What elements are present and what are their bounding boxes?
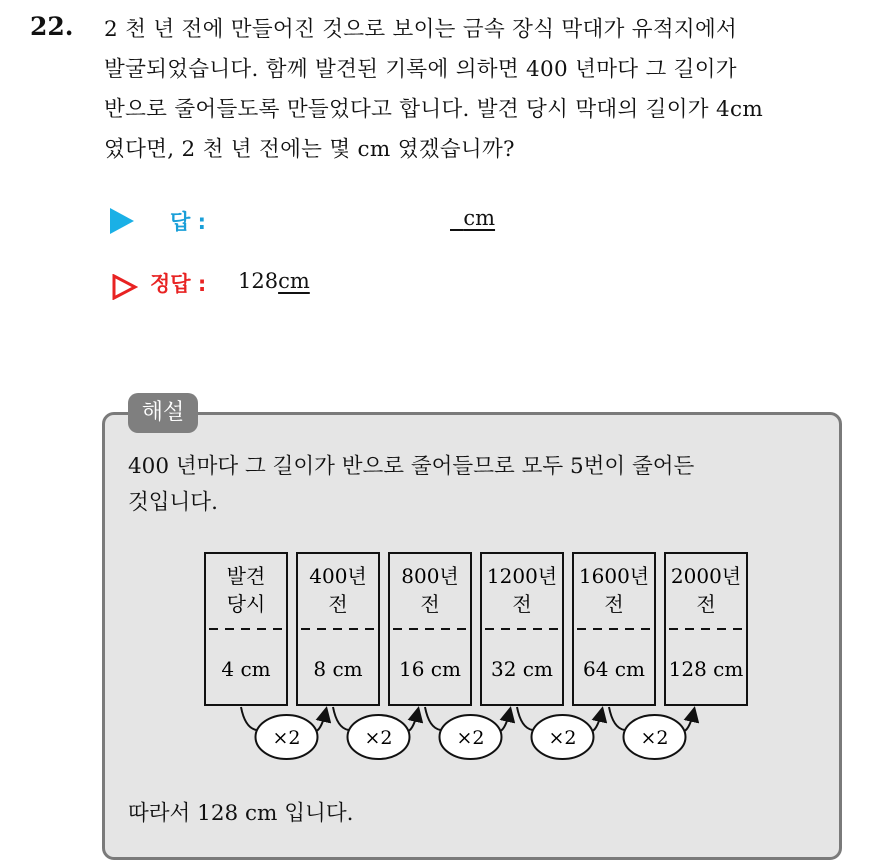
explanation-tab: 해설 — [128, 393, 198, 433]
arrow-curve — [517, 707, 533, 730]
column-label: 800년 — [401, 564, 459, 588]
solution-value: 128cm — [238, 269, 310, 293]
multiplier-label: ×2 — [364, 727, 393, 749]
solution-unit: cm — [278, 269, 310, 293]
column-label: 전 — [420, 592, 440, 616]
solution-label: 정답 : — [150, 272, 207, 296]
arrow-icon — [317, 710, 327, 731]
column-label: 당시 — [226, 592, 266, 616]
column-label: 전 — [512, 592, 532, 616]
question-line: 발굴되었습니다. 함께 발견된 기록에 의하면 400 년마다 그 길이가 — [104, 57, 737, 82]
question-line: 2 천 년 전에 만들어진 것으로 보이는 금속 장식 막대가 유적지에서 — [104, 17, 738, 42]
multiplier-label: ×2 — [548, 727, 577, 749]
multiplier-label: ×2 — [640, 727, 669, 749]
answer-label: 답 : — [170, 210, 206, 234]
column-value: 128 cm — [668, 657, 744, 681]
column-value: 8 cm — [313, 657, 363, 681]
arrow-curve — [333, 707, 349, 730]
column-label: 전 — [696, 592, 716, 616]
column-label: 1200년 — [486, 564, 558, 588]
column-value: 4 cm — [221, 657, 271, 681]
question-line: 였다면, 2 천 년 전에는 몇 cm 였겠습니까? — [104, 137, 515, 162]
column-label: 1600년 — [578, 564, 650, 588]
explanation-conclusion: 따라서 128 cm 입니다. — [128, 801, 354, 826]
arrow-icon — [501, 710, 511, 731]
column-value: 32 cm — [491, 657, 553, 681]
explanation-line: 400 년마다 그 길이가 반으로 줄어들므로 모두 5번이 줄어든 — [128, 454, 695, 479]
multiplier-label: ×2 — [272, 727, 301, 749]
column-label: 400년 — [309, 564, 367, 588]
arrow-curve — [241, 707, 257, 730]
arrow-curve — [609, 707, 625, 730]
explanation-line: 것입니다. — [128, 490, 218, 515]
column-label: 전 — [328, 592, 348, 616]
answer-unit[interactable]: cm — [463, 206, 496, 230]
arrow-icon — [409, 710, 419, 731]
arrow-curve — [425, 707, 441, 730]
column-label: 발견 — [226, 564, 266, 588]
question-number: 22. — [30, 12, 74, 41]
arrow-icon — [593, 710, 603, 731]
question-line: 반으로 줄어들도록 만들었다고 합니다. 발견 당시 막대의 길이가 4cm — [104, 97, 764, 122]
column-label: 전 — [604, 592, 624, 616]
arrow-icon — [685, 710, 695, 731]
column-value: 64 cm — [583, 657, 645, 681]
multiplier-label: ×2 — [456, 727, 485, 749]
column-value: 16 cm — [399, 657, 461, 681]
column-label: 2000년 — [670, 564, 742, 588]
